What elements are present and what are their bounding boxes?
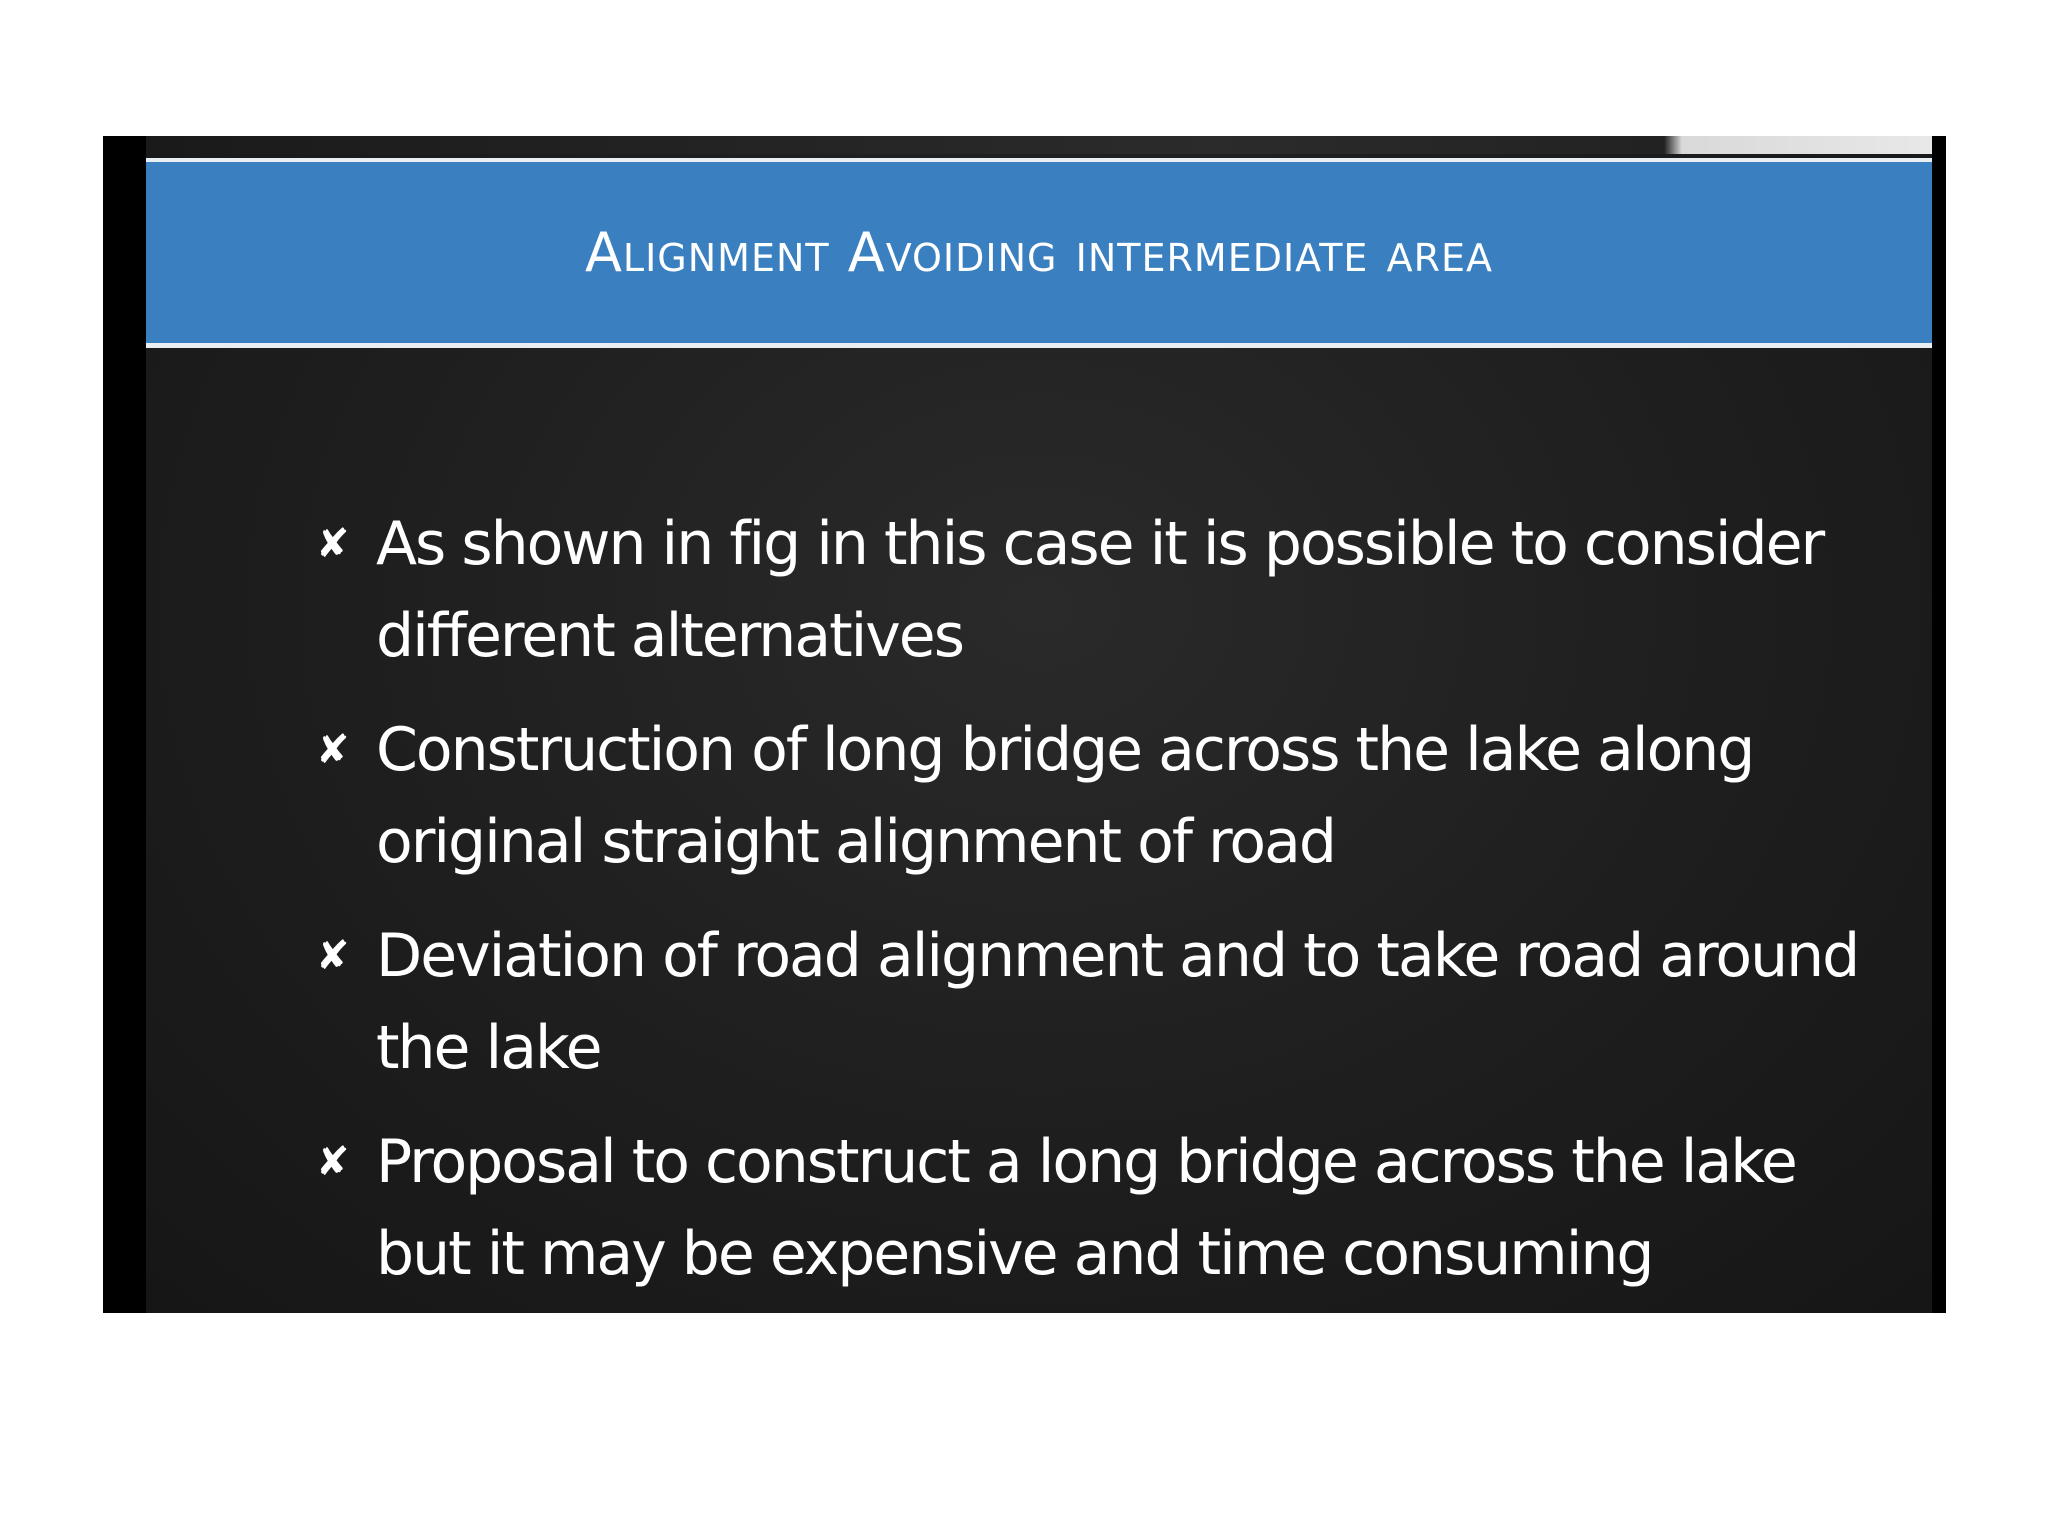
bullet-item xyxy=(316,1116,1896,1300)
bullet-text: As shown in fig in this case it is possible to consider different alternatives xyxy=(376,509,1824,671)
title-band xyxy=(146,158,1932,348)
slide xyxy=(146,136,1932,1313)
bullet-list xyxy=(316,498,1896,1322)
cross-bullet-icon: ✘ xyxy=(316,1139,350,1185)
cross-bullet-icon: ✘ xyxy=(316,521,350,567)
bullet-item xyxy=(316,498,1896,682)
top-strip xyxy=(146,136,1932,154)
slide-title: Alignment Avoiding intermediate area xyxy=(584,221,1494,284)
cross-bullet-icon: ✘ xyxy=(316,933,350,979)
bullet-text: Deviation of road alignment and to take road around the lake xyxy=(376,921,1859,1083)
slide-frame xyxy=(103,136,1946,1313)
bullet-item xyxy=(316,704,1896,888)
bullet-text: Construction of long bridge across the lake along original straight alignment of road xyxy=(376,715,1754,877)
cross-bullet-icon: ✘ xyxy=(316,727,350,773)
bullet-item xyxy=(316,910,1896,1094)
bullet-text: Proposal to construct a long bridge across the lake but it may be expensive and time consuming xyxy=(376,1127,1796,1289)
